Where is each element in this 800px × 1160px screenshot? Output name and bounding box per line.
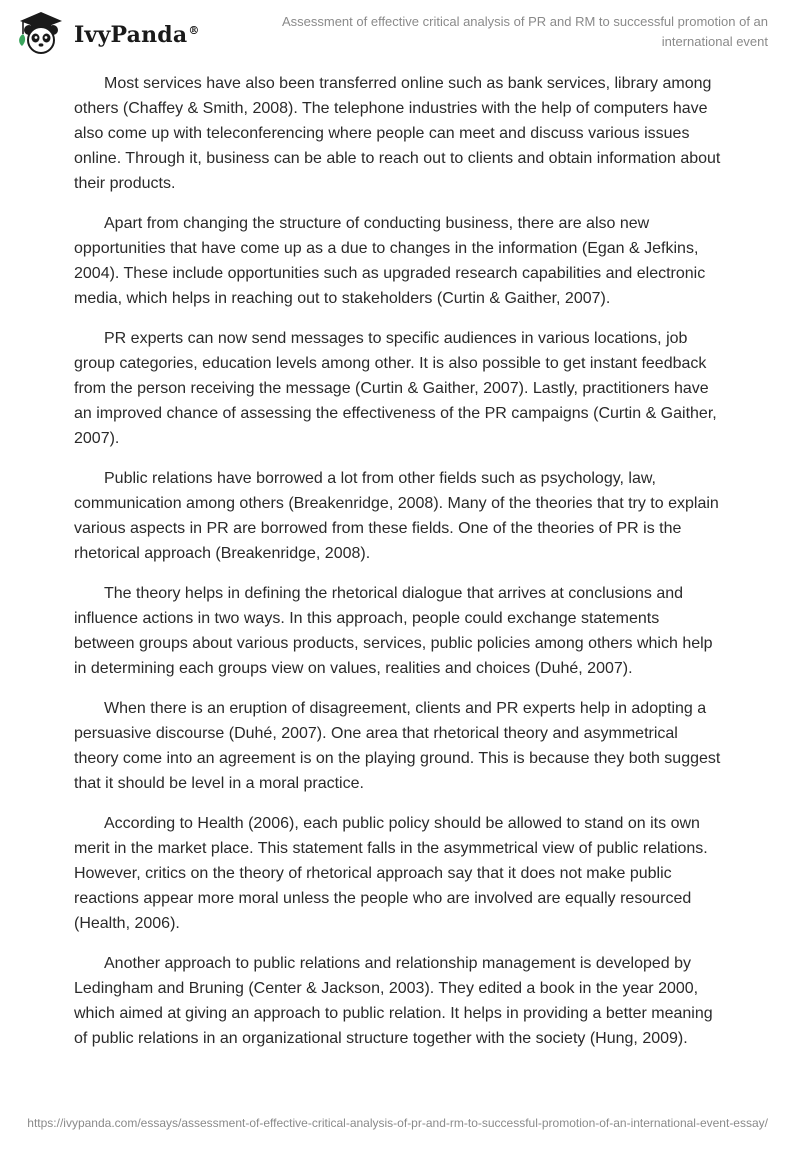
paragraph: When there is an eruption of disagreement, clients and PR experts help in adopting a persuasive discourse (Duhé, 2007). One area that rhetorical theory and asymmetrical theory come into an agreement is on the playing ground. This is because they both suggest that it should be level in a moral practice. [74, 700, 721, 792]
page-header [0, 0, 800, 60]
ivypanda-logo[interactable] [14, 8, 214, 56]
paragraph: Most services have also been transferred online such as bank services, library among others (Chaffey & Smith, 2008). The telephone industries with the help of computers have also come up with teleconferencing where people can meet and discuss various issues online. Through it, business can be able to reach out to clients and obtain information about their products. [74, 75, 721, 192]
paragraph: According to Health (2006), each public policy should be allowed to stand on its own merit in the market place. This statement falls in the asymmetrical view of public relations. However, critics on the theory of rhetorical approach say that it does not make public reactions appear more moral unless the people who are involved are equally resourced (Health, 2006). [74, 815, 708, 932]
paragraph: The theory helps in defining the rhetorical dialogue that arrives at conclusions and influence actions in two ways. In this approach, people could exchange statements between groups about various products, services, public policies among others which help in determining each groups view on values, realities and choices (Duhé, 2007). [74, 585, 713, 677]
brand-name [74, 22, 200, 48]
paragraph: Public relations have borrowed a lot from other fields such as psychology, law, communication among others (Breakenridge, 2008). Many of the theories that try to explain various aspects in PR are borrowed from these fields. One of the theories of PR is the rhetorical approach (Breakenridge, 2008). [74, 470, 719, 562]
registered-mark: ® [188, 23, 200, 37]
panda-graduate-icon [14, 8, 70, 56]
brand-label: IvyPanda [74, 22, 188, 48]
source-url-footer[interactable]: https://ivypanda.com/essays/assessment-of-effective-critical-analysis-of-pr-and-rm-to-successful-promotion-of-an-international-event-essay/ [27, 1116, 768, 1130]
document-title: Assessment of effective critical analysis of PR and RM to successful promotion of an international event [281, 14, 768, 49]
paragraph: Apart from changing the structure of conducting business, there are also new opportunities that have come up as a due to changes in the information (Egan & Jefkins, 2004). These include opportunities such as upgraded research capabilities and electronic media, which helps in reaching out to stakeholders (Curtin & Gaither, 2007). [74, 215, 706, 307]
essay-body [74, 71, 724, 1066]
paragraph: PR experts can now send messages to specific audiences in various locations, job group categories, education levels among other. It is also possible to get instant feedback from the person receiving the message (Curtin & Gaither, 2007). Lastly, practitioners have an improved chance of assessing the effectiveness of the PR campaigns (Curtin & Gaither, 2007). [74, 330, 717, 447]
paragraph: Another approach to public relations and relationship management is developed by Ledingham and Bruning (Center & Jackson, 2003). They edited a book in the year 2000, which aimed at giving an approach to public relation. It helps in providing a better meaning of public relations in an organizational structure together with the society (Hung, 2009). [74, 955, 713, 1047]
